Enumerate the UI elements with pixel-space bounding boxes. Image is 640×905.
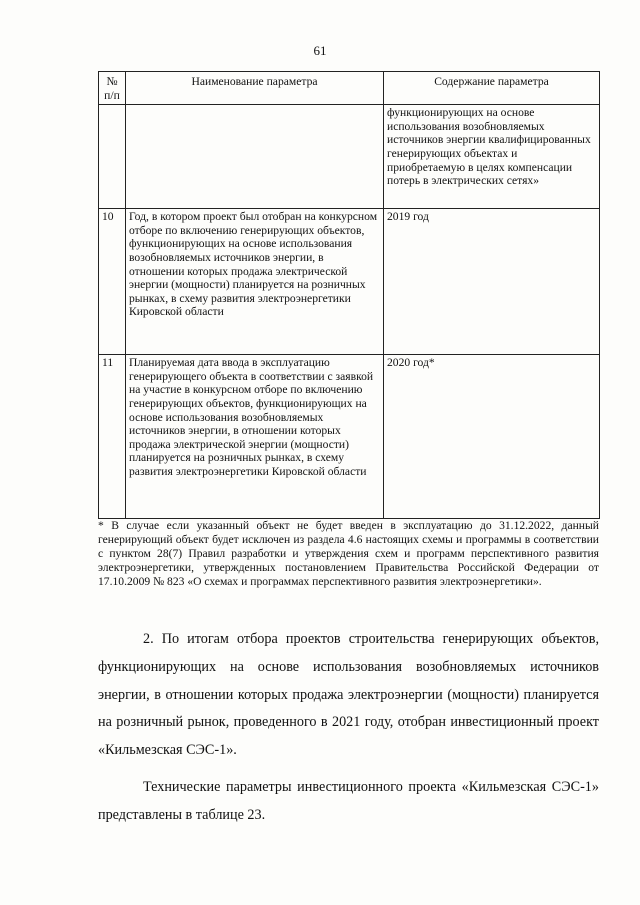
row-value: 2020 год* bbox=[384, 355, 600, 519]
row-name: Планируемая дата ввода в эксплуатацию генерирующего объекта в соответствии с заявкой на участие в конкурсном отборе по включению генерирующих объектов, функционирующих на основе использования возобновляемых источников энергии, в отношении которых продажа электрической энергии (мощности) планируется на розничных рынках, в схему развития электроэнергетики Кировской области bbox=[126, 355, 384, 519]
footnote: * В случае если указанный объект не будет введен в эксплуатацию до 31.12.2022, данный генерирующий объект будет исключен из раздела 4.6 настоящих схемы и программы в соответствии с пунктом 28(7) Правил разработки и утверждения схем и программ перспективного развития электроэнергетики, утвержденных постановлением Правительства Российской Федерации от 17.10.2009 № 823 «О схемах и программах перспективного развития электроэнергетики». bbox=[98, 519, 599, 588]
row-num bbox=[99, 105, 126, 209]
row-value: функционирующих на основе использования возобновляемых источников энергии квалифицированных генерирующих объектах и приобретаемую в целях компенсации потерь в электрических сетях» bbox=[384, 105, 600, 209]
body-text bbox=[98, 626, 599, 830]
paragraph: Технические параметры инвестиционного проекта «Кильмезская СЭС-1» представлены в таблице 23. bbox=[98, 778, 599, 823]
table-row bbox=[99, 105, 600, 209]
row-name: Год, в котором проект был отобран на конкурсном отборе по включению генерирующих объектов, функционирующих на основе использования возобновляемых источников энергии, в отношении которых продажа электрической энергии (мощности) планируется на розничных рынках, в схему развития электроэнергетики Кировской области bbox=[126, 209, 384, 355]
parameters-table bbox=[98, 71, 600, 519]
paragraph: 2. По итогам отбора проектов строительства генерирующих объектов, функционирующих на основе использования возобновляемых источников энергии, в отношении которых продажа электроэнергии (мощности) планируется на розничный рынок, проведенного в 2021 году, отобран инвестиционный проект «Кильмезская СЭС-1». bbox=[98, 631, 599, 759]
header-value: Содержание параметра bbox=[384, 72, 600, 105]
row-value: 2019 год bbox=[384, 209, 600, 355]
row-name bbox=[126, 105, 384, 209]
table-header-row bbox=[99, 72, 600, 105]
page-number: 61 bbox=[313, 43, 327, 58]
header-name: Наименование параметра bbox=[126, 72, 384, 105]
row-num: 11 bbox=[99, 355, 126, 519]
table-row bbox=[99, 209, 600, 355]
table-row bbox=[99, 355, 600, 519]
row-num: 10 bbox=[99, 209, 126, 355]
header-num: № п/п bbox=[99, 72, 126, 105]
